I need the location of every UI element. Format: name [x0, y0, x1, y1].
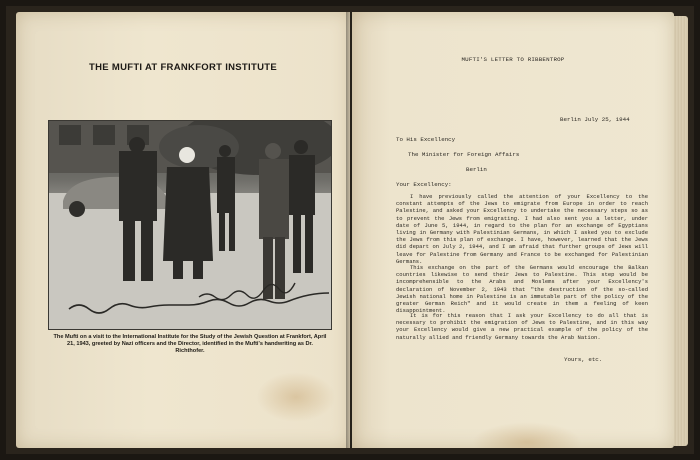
photo-caption: The Mufti on a visit to the International Institute for the Study of the Jewish Question at Frankfort, April 21, 1943, greeted by Nazi officers and the Director, identified in the Mufti's handwriting as Dr. Richthofer.: [53, 334, 327, 355]
letter-paragraph: I have previously called the attention of your Excellency to the constant attempts of the Jews to emigrate from Europe in order to reach Palestine, and asked your Excellency to undertake the necessary steps so as to prevent the Jews from emigrating. I had also sent you a letter, under date of June 5, 1944, in regard to the plan for an exchange of Egyptians living in Germany with Palestinian Germans, in which I asked you to exclude the Jews from this plan of exchange. I have, however, learned that the Jews did depart on July 2, 1944, and I am afraid that further groups of Jews will leave for Palestine from Germany and France to be exchanged for Palestinian Germans.: [396, 193, 648, 265]
paper-stain: [256, 372, 336, 422]
photograph: [48, 120, 332, 330]
letter-closing: Yours, etc.: [564, 356, 603, 363]
letter-title: MUFTI'S LETTER TO RIBBENTROP: [461, 56, 565, 63]
left-page: [16, 12, 350, 448]
paper-stain: [472, 422, 582, 448]
open-book: [6, 6, 694, 454]
page-edges: [674, 16, 688, 446]
letter-paragraph: This exchange on the part of the Germans would encourage the Balkan countries likewise to send their Jews to Palestine. This step would be incomprehensible to the Arabs and Moslems after your Excellency's declaration of November 2, 1943 that "the destruction of the so-called Jewish national home in Palestine is an immutable part of the policy of the greater German Reich" and it would create in them a feeling of keen disappointment.: [396, 264, 648, 315]
left-page-title: THE MUFTI AT FRANKFORT INSTITUTE: [89, 62, 277, 73]
letter-address-line: The Minister for Foreign Affairs: [408, 151, 520, 158]
letter-address-line: Berlin: [466, 166, 487, 173]
letter-salutation: Your Excellency:: [396, 181, 452, 188]
letter-dateline: Berlin July 25, 1944: [560, 116, 630, 123]
letter-address-line: To His Excellency: [396, 136, 456, 143]
right-page: [352, 12, 674, 448]
letter-paragraph: It is for this reason that I ask your Excellency to do all that is necessary to prohibit the emigration of Jews to Palestine, and in this way your Excellency would give a new practical example of the policy of the naturally allied and friendly Germany towards the Arab Nation.: [396, 312, 648, 341]
photograph-scene: [49, 121, 331, 329]
